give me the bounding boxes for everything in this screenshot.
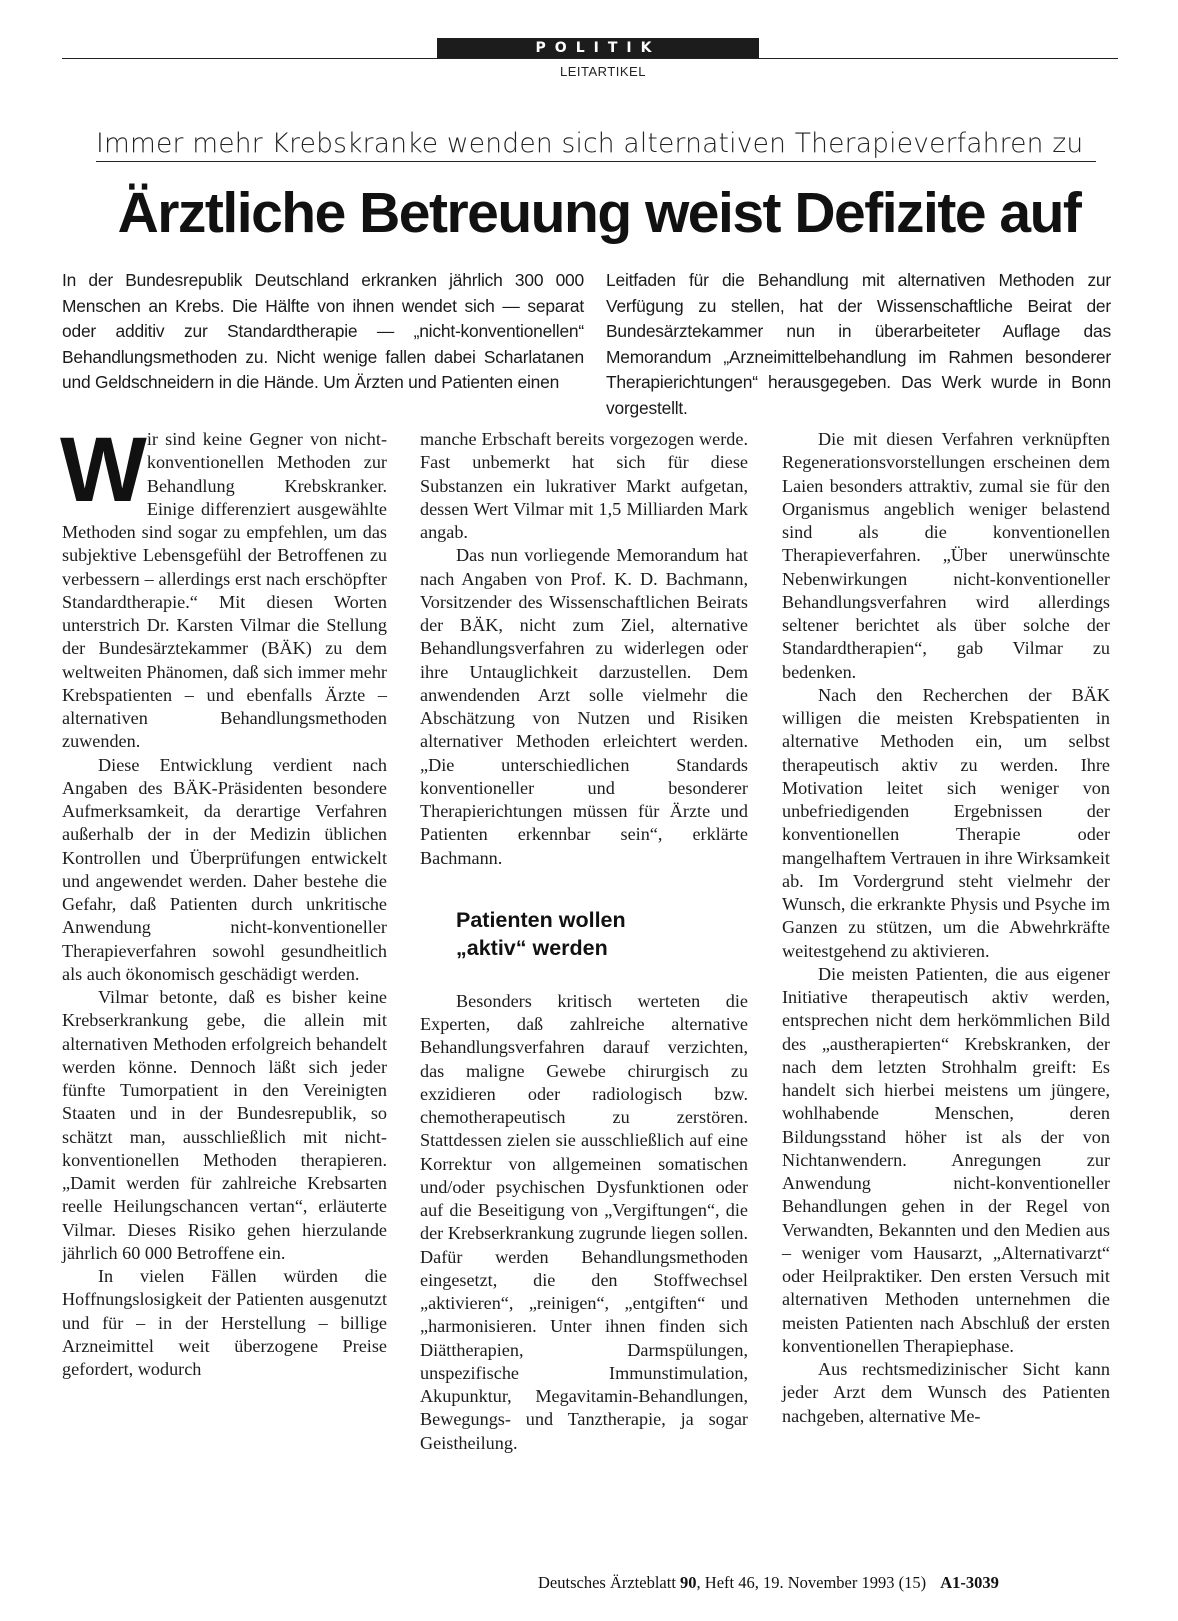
article-kicker: Immer mehr Krebskranke wenden sich alternativen Therapieverfahren zu (96, 128, 1084, 159)
body-paragraph: Nach den Recherchen der BÄK willigen die meisten Krebspatienten in alternative Methoden ein, um selbst therapeutisch aktiv zu werden. Ihre Motivation leitet sich weniger von unbefriedigenden Ergebnissen der konventionellen Therapie oder mangelhaftem Vertrauen in ihre Wirksamkeit ab. Im Vordergrund steht vielmehr der Wunsch, die erkrankte Physis und Psyche im Ganzen zu stützen, um die Abwehrkräfte weitestgehend zu aktivieren. (782, 684, 1110, 961)
body-paragraph: Besonders kritisch werteten die Experten, daß zahlreiche alternative Behandlungsverfahren darauf verzichten, das maligne Gewebe chirurgisch zu exzidieren oder radiologisch bzw. chemotherapeutisch zu zerstören. Stattdessen zielen sie ausschließlich auf eine Korrektur von allgemeinen somatischen und/oder psychischen Dysfunktionen oder auf die Beseitigung von „Vergiftungen“, die der Krebserkrankung zugrunde liegen sollen. Dafür werden Behandlungsmethoden eingesetzt, die den Stoffwechsel „aktivieren“, „reinigen“, „entgiften“ und „harmonisieren. Unter ihnen finden sich Diättherapien, Darmspülungen, unspezifische Immunstimulation, Akupunktur, Megavitamin-Behandlungen, Bewegungs- und Tanztherapie, ja sogar Geistheilung. (420, 990, 748, 1453)
issue-info: , Heft 46, 19. November 1993 (15) (696, 1573, 927, 1592)
section-label: POLITIK (437, 38, 759, 58)
subheading-line: Patienten wollen (456, 907, 626, 932)
body-paragraph (60, 419, 387, 754)
lead-paragraph-left: In der Bundesrepublik Deutschland erkranken jährlich 300 000 Menschen an Krebs. Die Hälfte von ihnen wendet sich — separat oder additiv zur Standardtherapie — „nicht-konventionellen“ Behandlungsmethoden zu. Nicht wenige fallen dabei Scharlatanen und Geldschneidern in die Hände. Um Ärzten und Patienten einen (62, 270, 584, 393)
subheading-line: „aktiv“ werden (456, 935, 608, 960)
body-column-3 (782, 428, 1110, 1428)
body-paragraph: Die mit diesen Verfahren verknüpften Regenerationsvorstellungen erscheinen dem Laien besonders attraktiv, zumal sie für den Organismus angeblich weniger belastend sind als die konventionellen Therapieverfahren. „Über unerwünschte Nebenwirkungen nicht-konventioneller Behandlungsverfahren wird allerdings seltener berichtet als über solche der Standardtherapien“, gab Vilmar zu bedenken. (782, 429, 1110, 682)
body-paragraph: Diese Entwicklung verdient nach Angaben des BÄK-Präsidenten besondere Aufmerksamkeit, da derartige Verfahren außerhalb der in der Medizin üblichen Kontrollen und Überprüfungen entwickelt und angewendet werden. Daher bestehe die Gefahr, daß Patienten durch unkritische Anwendung nicht-konventioneller Therapieverfahren sowohl gesundheitlich als auch ökonomisch geschädigt werden. (62, 754, 387, 984)
body-paragraph: Vilmar betonte, daß es bisher keine Krebserkrankung gebe, die allein mit alternativen Methoden erfolgreich behandelt werden könne. Dennoch läßt sich jeder fünfte Tumorpatient in den Vereinigten Staaten und in der Bundesrepublik, so schätzt man, ausschließlich mit nicht-konventionellen Methoden therapieren. „Damit werden für zahlreiche Krebsarten reelle Heilungschancen vertan“, erläuterte Vilmar. Dieses Risiko gehen hierzulande jährlich 60 000 Betroffene ein. (62, 987, 387, 1263)
body-paragraph: Die meisten Patienten, die aus eigener Initiative therapeutisch aktiv werden, entsprechen nicht dem herkömmlichen Bild des „austherapierten“ Krebskranken, der nach dem letzten Strohhalm greift: Es handelt sich hierbei meistens um jüngere, wohlhabende Menschen, deren Bildungsstand höher ist als der von Nichtanwendern. Anregungen zur Anwendung nicht-konventioneller Behandlungen gehen in der Regel von Verwandten, Bekannten und den Medien aus – weniger vom Hausarzt, „Alternativarzt“ oder Heilpraktiker. Den ersten Versuch mit alternativen Methoden unternehmen die meisten Patienten nach Abschluß der ersten konventionellen Therapiephase. (782, 963, 1110, 1356)
body-paragraph: In vielen Fällen würden die Hoffnungslosigkeit der Patienten ausgenutzt und für – in der Herstellung – billige Arzneimittel weit überzogene Preise gefordert, wodurch (62, 1266, 387, 1379)
body-paragraph: Das nun vorliegende Memorandum hat nach Angaben von Prof. K. D. Bachmann, Vorsitzender des Wissenschaftlichen Beirats der BÄK, nicht zum Ziel, alternative Behandlungsverfahren zu widerlegen oder ihre Untauglichkeit darzustellen. Dem anwendenden Arzt solle vielmehr die Abschätzung von Nutzen und Risiken alternativer Methoden erleichtert werden. „Die unterschiedlichen Standards konventioneller und besonderer Therapierichtungen müssen für Ärzte und Patienten erkennbar sein“, erklärte Bachmann. (420, 545, 748, 868)
body-column-1 (60, 419, 387, 1381)
subheading (456, 906, 748, 962)
lead-paragraph-right: Leitfaden für die Behandlung mit alternativen Methoden zur Verfügung zu stellen, hat der Wissenschaftliche Beirat der Bundesärztekammer nun in überarbeiteter Auflage das Memorandum „Arzneimittelbehandlung im Rahmen besonderer Therapierichtungen“ herausgegeben. Das Werk wurde in Bonn vorgestellt. (606, 270, 1111, 418)
drop-cap: W (60, 419, 141, 521)
page-footer (538, 1573, 1118, 1593)
paragraph-text: ir sind keine Gegner von nicht-konventionellen Methoden zur Behandlung Krebskranker. Einige differenziert ausgewählte Methoden sind sogar zu empfehlen, um das subjektive Lebensgefühl der Betroffenen zu verbessern – allerdings erst nach erschöpfter Standardtherapie.“ Mit diesen Worten unterstrich Dr. Karsten Vilmar die Stellung der Bundesärztekammer (BÄK) zu dem weltweiten Phänomen, daß sich immer mehr Krebspatienten – und ebenfalls Ärzte – alternativen Behandlungsmethoden zuwenden. (62, 429, 387, 752)
body-paragraph: Aus rechtsmedizinischer Sicht kann jeder Arzt dem Wunsch des Patienten nachgeben, alternative Me- (782, 1359, 1110, 1426)
header-rule (62, 58, 1118, 59)
page-number: A1-3039 (940, 1573, 999, 1592)
volume-number: 90 (680, 1573, 697, 1592)
body-column-2 (420, 428, 748, 1455)
journal-name: Deutsches Ärzteblatt (538, 1573, 676, 1592)
body-paragraph: manche Erbschaft bereits vorgezogen werde. Fast unbemerkt hat sich für diese Substanzen ein lukrativer Markt aufgetan, dessen Wert Vilmar mit 1,5 Milliarden Mark angab. (420, 429, 748, 542)
article-headline: Ärztliche Betreuung weist Defizite auf (117, 181, 1081, 245)
kicker-rule (96, 161, 1096, 162)
subsection-label: LEITARTIKEL (560, 64, 646, 79)
